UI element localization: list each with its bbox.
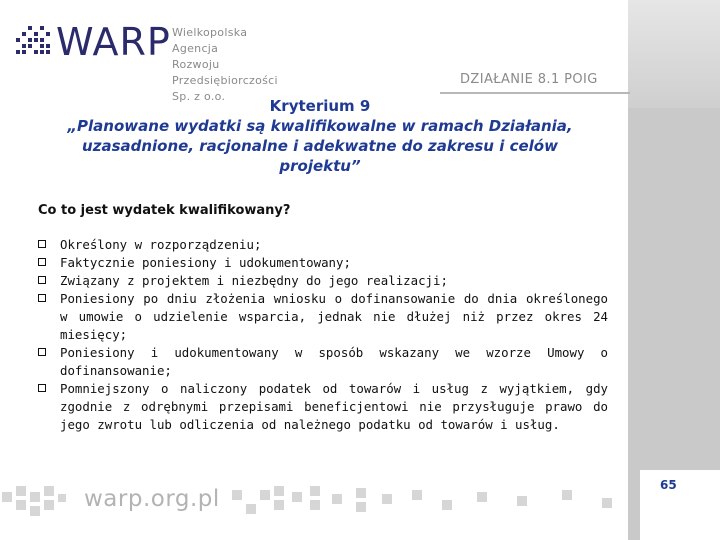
list-item-text: Faktycznie poniesiony i udokumentowany; (60, 255, 351, 270)
footer-dots-left-icon (0, 486, 70, 520)
checkbox-bullet-icon (38, 384, 46, 392)
right-band-top (628, 0, 720, 108)
checkbox-bullet-icon (38, 258, 46, 266)
checkbox-bullet-icon (38, 348, 46, 356)
list-item (38, 236, 608, 254)
action-label: DZIAŁANIE 8.1 POIG (460, 72, 598, 87)
question-heading: Co to jest wydatek kwalifikowany? (38, 203, 291, 218)
logo-subtitle-line2: Rozwoju Przedsiębiorczości Sp. z o.o. (172, 58, 278, 103)
list-item-text: Pomniejszony o naliczony podatek od towarów i usług z wyjątkiem, gdy zgodnie z odrębnymi przepisami beneficjentowi nie przysługuje prawo do jego zwrotu lub odliczenia od należnego podatku od towarów i usług. (60, 381, 608, 432)
page-number-box (640, 470, 720, 540)
list-item (38, 380, 608, 434)
footer-url: warp.org.pl (84, 486, 220, 512)
list-item-text: Poniesiony i udokumentowany w sposób wskazany we wzorze Umowy o dofinansowanie; (60, 345, 608, 378)
action-divider (440, 92, 630, 94)
list-item-text: Związany z projektem i niezbędny do jego realizacji; (60, 273, 448, 288)
list-item-text: Określony w rozporządzeniu; (60, 237, 262, 252)
logo-subtitle (172, 25, 278, 105)
list-item (38, 290, 608, 344)
checkbox-bullet-icon (38, 294, 46, 302)
logo-dots-icon (16, 26, 52, 54)
slide-title (40, 96, 600, 176)
list-item-text: Poniesiony po dniu złożenia wniosku o dofinansowanie do dnia określonego w umowie o udzielenie wsparcia, jednak nie dłużej niż przez okres 24 miesięcy; (60, 291, 608, 342)
list-item (38, 272, 608, 290)
checkbox-bullet-icon (38, 276, 46, 284)
logo-wordmark: WARP (56, 20, 171, 64)
criterion-number: Kryterium 9 (269, 97, 371, 115)
logo-subtitle-line1: Wielkopolska Agencja (172, 26, 248, 55)
criteria-list (38, 236, 608, 434)
list-item (38, 254, 608, 272)
list-item (38, 344, 608, 380)
page-number: 65 (660, 478, 677, 492)
criterion-text: „Planowane wydatki są kwalifikowalne w ramach Działania, uzasadnione, racjonalne i adekwatne do zakresu i celów projektu” (67, 117, 573, 175)
footer-dots-right-icon (232, 486, 632, 520)
checkbox-bullet-icon (38, 240, 46, 248)
